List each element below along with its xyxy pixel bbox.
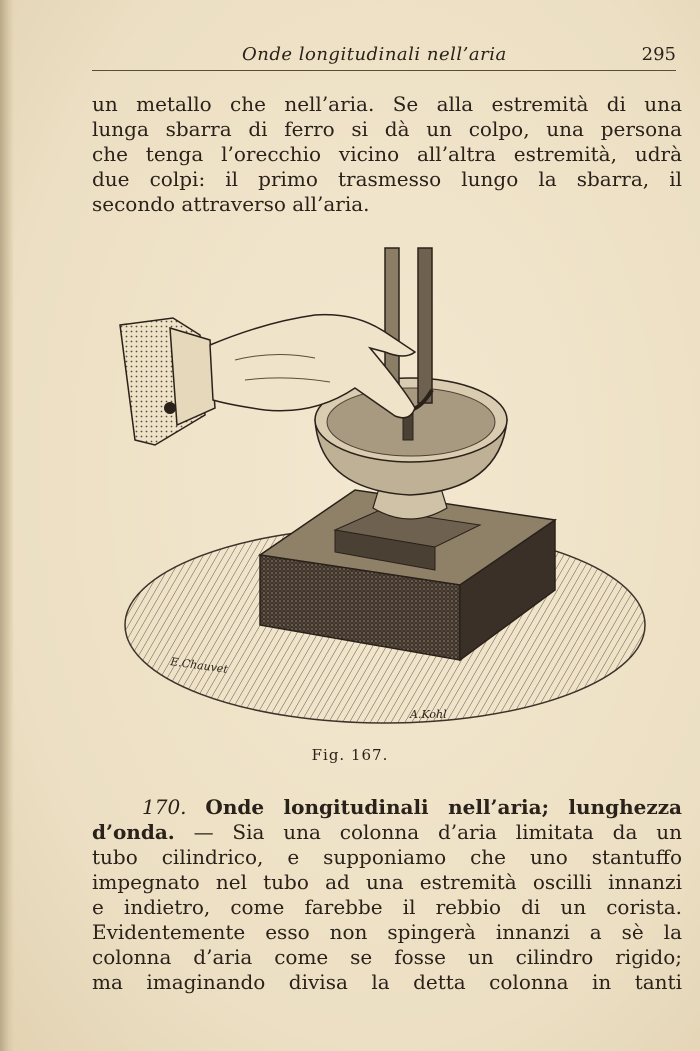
figure-caption: Fig. 167. [311,746,389,764]
engraver-signature-left: E.Chauvet [169,655,229,677]
section-heading-line [92,795,682,820]
text-line: e indietro, come farebbe il rebbio di un corista. [92,895,682,919]
text-line [92,820,682,845]
section-title-continued: d’onda. [92,820,175,844]
paragraph-intro [92,92,682,217]
text-line: impegnato nel tubo ad una estremità oscilli innanzi [92,870,682,894]
text-line: tubo cilindrico, e supponiamo che uno stantuffo [92,845,682,869]
text-line: Evidentemente esso non spingerà innanzi a sè la [92,920,682,944]
engraver-signature-right: A.Kohl [410,708,447,721]
paragraph-section-170 [92,795,682,995]
text-line: due colpi: il primo trasmesso lungo la sbarra, il [92,167,682,191]
text-line: secondo attraverso all’aria. [92,192,370,216]
page-header [92,40,676,71]
tuning-fork-illustration [115,240,655,730]
text-run: — Sia una colonna d’aria limitata da un [174,820,682,844]
text-line: colonna d’aria come se fosse un cilindro rigido; [92,945,682,969]
text-line: lunga sbarra di ferro si dà un colpo, una persona [92,117,682,141]
text-line: che tenga l’orecchio vicino all’altra estremità, udrà [92,142,682,166]
text-line: un metallo che nell’aria. Se alla estremità di una [92,92,682,116]
book-gutter [0,0,14,1051]
running-head: Onde longitudinali nell’aria [242,44,507,65]
text-line: ma imaginando divisa la detta colonna in tanti [92,970,682,994]
section-title: Onde longitudinali nell’aria; lunghezza [205,795,683,819]
section-number: 170. [142,795,187,819]
page-number: 295 [641,44,676,65]
